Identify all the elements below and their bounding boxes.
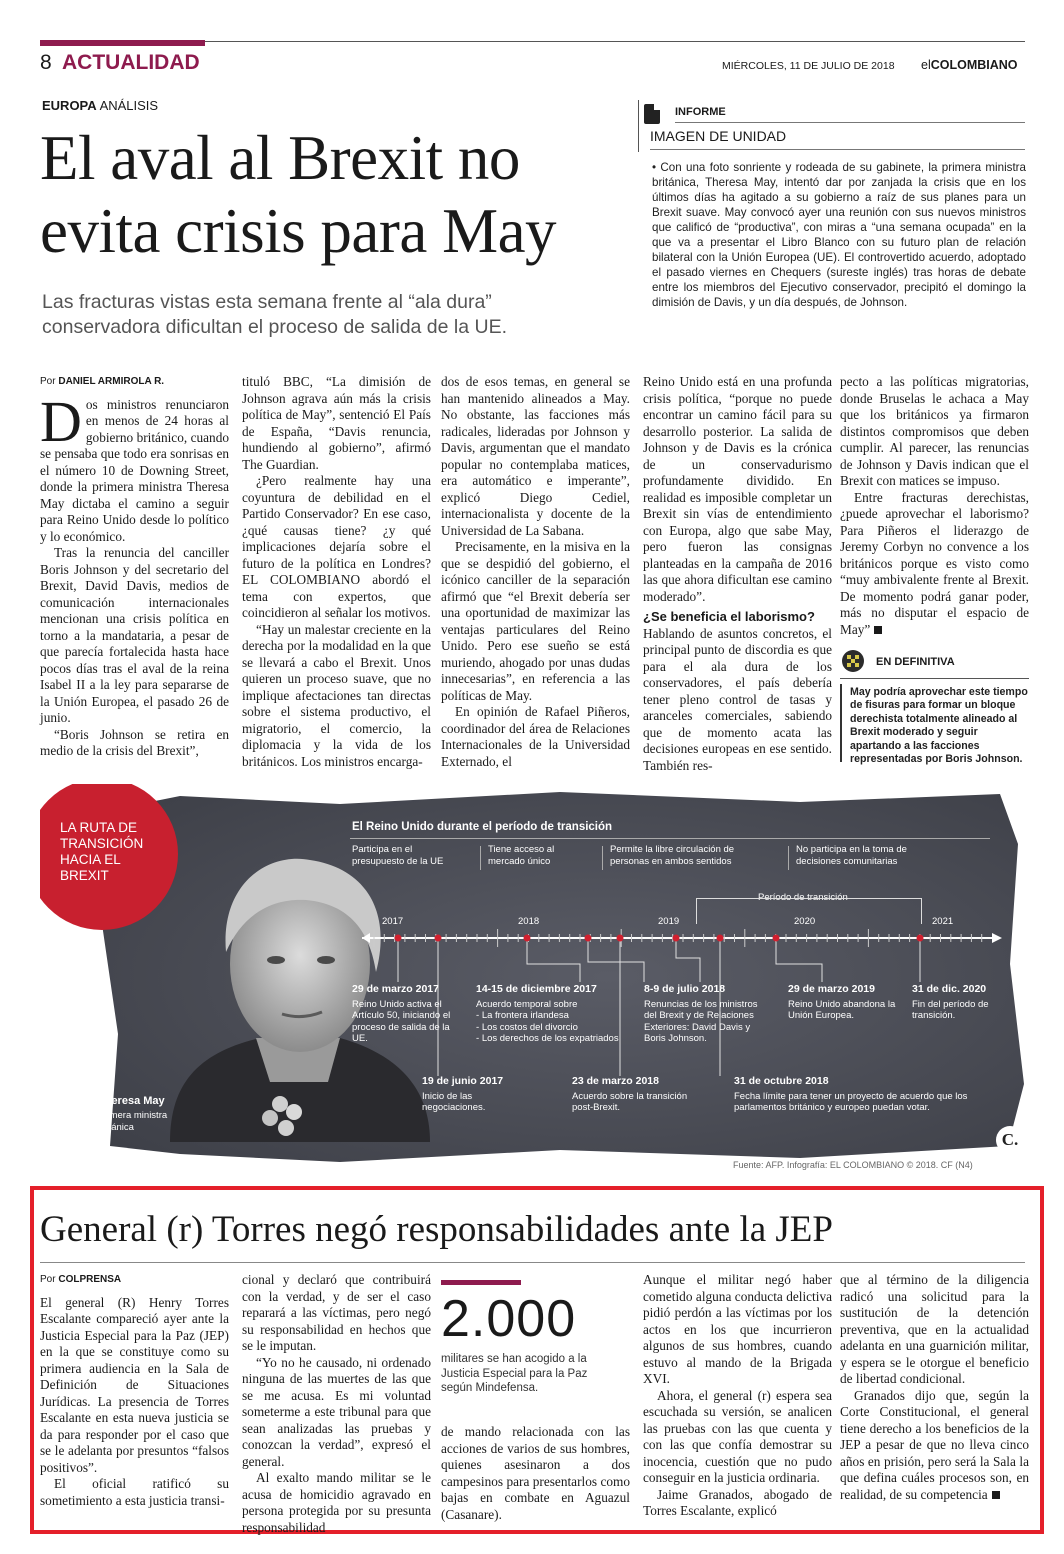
bullet-item: - Los costos del divorcio (476, 1021, 578, 1033)
event-jun-2017: 19 de junio 2017 Inicio de las negociaciones. (422, 1075, 504, 1113)
end-mark (874, 626, 882, 634)
masthead (921, 58, 1018, 72)
condition-item: Tiene acceso al mercado único (488, 844, 555, 867)
paragraph: El general (R) Henry Torres Escalante compareció ayer ante la Justicia Especial para la Paz (JEP) en la que se constituye como su primera audiencia en la Sala de Definición de Situaciones Jurídicas. La presencia de Torres Escalante en esta nueva justicia se da para responder por el caso que se le adelanta por presuntos “falsos positivos”. (40, 1294, 229, 1475)
stat-accent-bar (441, 1280, 521, 1285)
transition-title: LA RUTA DE TRANSICIÓN HACIA EL BREXIT (60, 820, 144, 883)
main-headline (40, 122, 556, 268)
paragraph: Tras la renuncia del canciller Boris Johnson y del secretario del Brexit, David Davis, medios de comunicación internacionales mencionan una crisis política en torno a la mandataria, a pesar de que parecía fortalecida hasta hace pocos días tras el aval de la reina Isabel II a la ley para separarse de la Unión Europea, el pasado 26 de junio. (40, 545, 229, 725)
event-connectors (40, 784, 1030, 1174)
en-definitiva-box (840, 648, 1029, 766)
paragraph: dos de esos temas, en general se han mantenido alineados a May. No obstante, las facciones más radicales, lideradas por Johnson y Davis, argumentan que el mandato popular no contemplaba matices, era automático e imperante”, explicó Diego Cediel, internacionalista y docente de la Universidad de La Sabana. (441, 374, 630, 538)
el-colombiano-logo: C. (996, 1126, 1024, 1154)
end-mark (992, 1491, 1000, 1499)
bullet-item: - La frontera irlandesa (476, 1010, 569, 1021)
second-column-2 (242, 1272, 431, 1536)
event-dec-2020: 31 de dic. 2020 Fin del período de transición. (912, 983, 989, 1021)
article-column-3 (441, 374, 630, 770)
masthead-name: COLOMBIANO (930, 58, 1018, 72)
headline-line-2: evita crisis para May (40, 196, 557, 266)
main-subtitle: Las fracturas vistas esta semana frente al “ala dura” conservadora dificultan el proceso de salida de la UE. (42, 291, 508, 338)
year-label: 2020 (794, 916, 816, 927)
paragraph: Aunque el militar negó haber cometido alguna conducta delictiva pidió perdón a las víctimas por los actos en los que incurrieron algunos de sus hombres, cuando estuvo al mando de la Brigada XVI. (643, 1272, 832, 1386)
second-headline-rule (40, 1262, 1025, 1263)
paragraph: Jaime Granados, abogado de Torres Escalante, explicó (643, 1486, 832, 1518)
year-label: 2018 (518, 916, 540, 927)
document-icon (644, 104, 660, 124)
article-column-4 (643, 374, 832, 774)
paragraph: Granados dijo que, según la Corte Constitucional, el general tiene derecho a los beneficios de la JEP a pesar de que no lleva cinco años en prisión, pero será la Sala la que defina cuáles procesos son, en realidad, de su competencia (840, 1387, 1029, 1502)
paragraph: Entre fracturas derechistas, ¿puede aprovechar el laborismo? Para Piñeros el liderazgo de Jeremy Corbyn no convence a los británicos porque es visto como “muy ambivalente frente al Brexit. De momento podrá ganar poder, más no disputar el espacio de May” (840, 489, 1029, 637)
period-label: Período de transición (758, 892, 848, 903)
paragraph: “Hay un malestar creciente en la derecha por la modalidad en la que se llevará a cabo el Brexit. Unos quieren un proceso suave, que no implique afectaciones tan directas sobre el sistema productivo, el migratorio, el comercio, la diplomacia y la vida de los británicos. Los ministros encarga- (242, 621, 431, 769)
paragraph: ¿Pero realmente hay una coyuntura de debilidad en el Partido Conservador? En ese caso, ¿qué causas tiene? ¿y qué implicaciones dejaría sobre el futuro de la política en Londres? EL COLOMBIANO abordó el tema con expertos, que coincidieron al señalar los motivos. (242, 473, 431, 620)
en-definitiva-icon (842, 650, 864, 672)
bullet-item: - Los derechos de los expatriados (476, 1033, 619, 1044)
infographic-source: Fuente: AFP. Infografía: EL COLOMBIANO © 2018. CF (N4) (733, 1160, 973, 1170)
year-label: 2021 (932, 916, 954, 927)
bullet: • (652, 161, 657, 174)
paragraph: “Boris Johnson se retira en medio de la crisis del Brexit”, (40, 726, 229, 758)
kicker (42, 98, 158, 113)
event-mar-2018: 23 de marzo 2018 Acuerdo sobre la transición post-Brexit. (572, 1075, 688, 1113)
paragraph: Hablando de asuntos concretos, el principal punto de discordia es que para el ala dura de los conservadores, el país debería tener pleno control de tasas y aranceles comerciales, sabiendo que de momento acata las decisiones europeas en ese sentido. También res- (643, 625, 832, 773)
en-definitiva-label: EN DEFINITIVA (876, 656, 955, 668)
second-headline: General (r) Torres negó responsabilidades ante la JEP (40, 1209, 833, 1250)
drop-cap: D (40, 388, 82, 454)
photo-name: Theresa May (98, 1095, 165, 1107)
header-accent-bar (40, 40, 205, 46)
masthead-prefix: el (921, 58, 931, 72)
event-jul-2018: 8-9 de julio 2018 Renuncias de los ministros del Brexit y de Relaciones Exteriores: David Davis y Boris Johnson. (644, 983, 758, 1044)
year-label: 2019 (658, 916, 680, 927)
condition-item: Permite la libre circulación de personas en ambos sentidos (610, 844, 735, 867)
subhead: ¿Se beneficia el laborismo? (643, 609, 815, 624)
informe-text: Con una foto sonriente y rodeada de su gabinete, la primera ministra británica, Theresa May, intentó dar por zanjada la crisis que en los últimos días ha agitado a su gobierno a raíz de sus planes para un Brexit suave. May convocó ayer una reunión con sus nuevos ministros que calificó de “productiva”, con miras a “una semana ocupada” en la que va a presentar el Libro Blanco con su futuro plan de relación bilateral con la Unión Europea (UE). El controvertido acuerdo, adoptado el pasado viernes en Chequers (sureste inglés) tras horas de debate entre los miembros del Ejecutivo conservador, precipitó el domingo la dimisión de Davis, y un día después, de Johnson. (652, 161, 1026, 309)
photo-role: Primera ministra británica (98, 1110, 168, 1133)
second-column-3 (441, 1424, 630, 1523)
informe-label: INFORME (675, 106, 726, 118)
paragraph: Ahora, el general (r) espera sea escuchada su versión, se analicen las pruebas con las que cuenta y con las que confía demostrar su inocencia, cuestión que no pudo conseguir en la justicia ordinaria. (643, 1387, 832, 1485)
informe-vertical-rule (638, 100, 639, 152)
paragraph: Precisamente, en la misiva en la que se despidió del gobierno, el icónico canciller de la separación afirmó que “el Brexit debería ser una oportunidad de maximizar las ventajas particulares del Reino Unido. Pero ese sueño se está muriendo, ahogado por unas dudas innecesarias”, en referencia a las políticas de May. (441, 539, 630, 703)
year-label: 2017 (382, 916, 404, 927)
condition-item: No participa en la toma de decisiones comunitarias (796, 844, 907, 867)
page-number: 8 (40, 51, 52, 74)
section-title: ACTUALIDAD (62, 51, 200, 74)
second-column-1 (40, 1272, 229, 1509)
paragraph: Reino Unido está en una profunda crisis política, “porque no puede encontrar un camino fácil para su desarrollo posterior. La salida de Johnson y de Davis es la crónica de un conservadurismo profundamente dividido. En realidad es imposible completar un Brexit sin vías de entendimiento con Europa, algo que sabe May, pero fueron las consignas planteadas en la campaña de 2016 las que ahora dificultan ese camino moderado”. (643, 374, 832, 604)
byline: Por DANIEL ARMIROLA R. (40, 376, 165, 387)
paragraph: pecto a las políticas migratorias, donde Bruselas le achaca a May que los británicos ya firmaron distintos compromisos que deben cumplir. Al parecer, las renuncias de Johnson y Davis indican que el Brexit con matices se impuso. (840, 374, 1029, 488)
event-mar-2019: 29 de marzo 2019 Reino Unido abandona la Unión Europea. (788, 983, 896, 1021)
article-column-2 (242, 374, 431, 770)
second-column-4 (643, 1272, 832, 1520)
paragraph: En opinión de Rafael Piñeros, coordinador del área de Relaciones Internacionales de la Universidad Externado, el (441, 704, 630, 769)
paragraph: Al exalto mando militar se le acusa de homicidio agravado en persona protegida por su presunta responsabilidad (242, 1470, 431, 1535)
stat-text: militares se han acogido a la Justicia Especial para la Paz según Mindefensa. (441, 1353, 588, 1394)
paragraph: cional y declaró que contribuirá con la verdad, y de ser el caso reparará a las víctimas, pero negó su responsabilidad en hechos que se le imputan. (242, 1272, 431, 1353)
stat-number: 2.000 (441, 1290, 577, 1348)
byline: Por COLPRENSA (40, 1274, 122, 1285)
paragraph: tituló BBC, “La dimisión de Johnson agrava aún más la crisis política de May”, sentenció El País de España, “Davis renuncia, hundiendo al gobierno”, afirmó The Guardian. (242, 374, 431, 472)
infographic (40, 784, 1030, 1174)
infographic-header: El Reino Unido durante el período de transición (352, 821, 613, 833)
paragraph: de mando relacionada con las acciones de varios de sus hombres, quienes asesinaron a dos campesinos para presentarlos como bajas en combate en Aguazul (Casanare). (441, 1424, 630, 1522)
byline-author: COLPRENSA (58, 1274, 122, 1285)
paragraph: “Yo no he causado, ni ordenado ninguna de las muertes de las que se me acusa. Es mi voluntad someterme a este tribunal para que sean analizadas las pruebas y conozcan la verdad”, expresó el general. (242, 1354, 431, 1469)
headline-line-1: El aval al Brexit no (40, 123, 520, 193)
en-definitiva-text: May podría aprovechar este tiempo de fisuras para formar un bloque derechista totalmente alineado al Brexit moderado y seguir apartando a las facciones representadas por Boris Johnson. (850, 686, 1028, 766)
kicker-region: EUROPA (42, 98, 97, 113)
second-column-5 (840, 1272, 1029, 1503)
event-mar-2017: 29 de marzo 2017 Reino Unido activa el Artículo 50, iniciando el proceso de salida de la UE. (352, 983, 451, 1044)
event-dec-2017: 14-15 de diciembre 2017 Acuerdo temporal sobre - La frontera irlandesa - Los costos del divorcio - Los derechos de los expatriados (476, 984, 626, 1045)
event-oct-2018: 31 de octubre 2018 Fecha límite para tener un proyecto de acuerdo que los parlamentos británico y europeo puedan votar. (734, 1075, 968, 1113)
informe-label-rule (675, 122, 1025, 123)
en-definitiva-rule (840, 678, 1029, 679)
informe-box (638, 100, 1028, 345)
condition-item: Participa en el presupuesto de la UE (352, 844, 444, 867)
kicker-type: ANÁLISIS (99, 98, 159, 113)
paragraph: El oficial ratificó su sometimiento a esta justicia transi- (40, 1476, 229, 1508)
informe-body (652, 160, 1026, 310)
informe-title-rule (650, 149, 1025, 150)
informe-title: IMAGEN DE UNIDAD (650, 128, 787, 144)
byline-author: DANIEL ARMIROLA R. (58, 376, 165, 387)
header-date: MIÉRCOLES, 11 DE JULIO DE 2018 (722, 60, 895, 72)
article-column-1 (40, 374, 229, 760)
header-rule (205, 41, 1025, 42)
article-column-5 (840, 374, 1029, 638)
en-definitiva-bar (840, 684, 842, 762)
paragraph: que al término de la diligencia radicó una solicitud para la sustitución de la detención preventiva, que en la actualidad adelanta en una guarnición militar, y espera se le otorgue el beneficio de libertad condicional. (840, 1272, 1029, 1386)
paragraph: Dos ministros renunciaron en menos de 24 horas al gobierno británico, cuando se pensaba que todo era sonrisas en el número 10 de Downing Street, donde la primera ministra Theresa May dictaba el camino a seguir para Reino Unido desde lo político y lo económico. (40, 388, 229, 544)
